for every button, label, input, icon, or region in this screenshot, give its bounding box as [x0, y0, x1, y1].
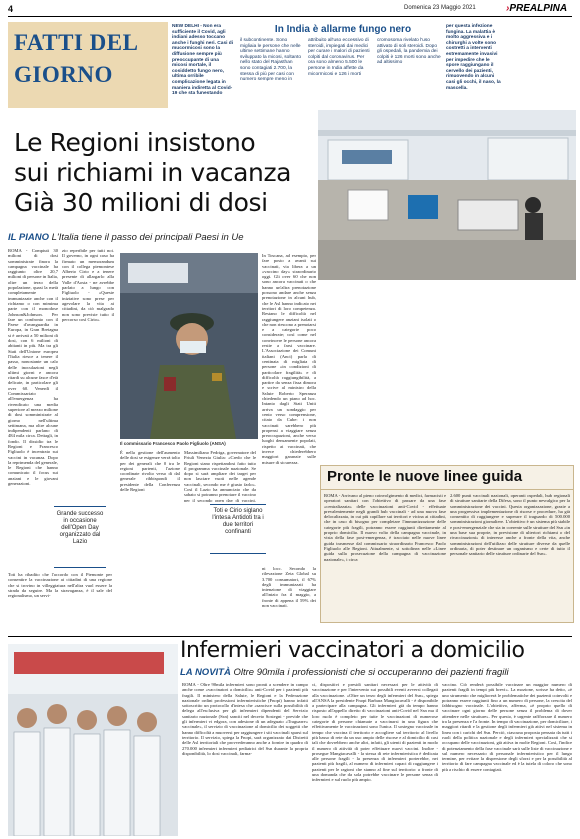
article-column-3b	[184, 558, 256, 632]
logo-swoosh-icon: ›	[506, 3, 510, 14]
section-label-line2: GIORNO	[14, 62, 113, 87]
sidebar-box-column-2: 2.600 punti vaccinali nazionali, operanti ospedali, hub regionali di strutture sanitarie della Difesa, sono il punto nevralgico per la somministrazione dei vaccini. Questa organizzazione, grazie a una progressiva implementazione di risorse e procedure, ha già consentito di raggiungere e superare il traguardo di 500.000 somministrazioni giornaliere. L'obiettivo è un sistema più stabile e post-emergenziale che sia in coerente sulle strutture del Ssn «in una base sua proprie, in previsione di ulteriori richiami o del rivaccinazioni» di interesse anche a fronte della vita, anche somministrazioni dell'utilizzo delle strutture diverse da quelle ordinaria, di poter destinare un organismo e certe di tutto il personale sanitario delle strutture ordinarie del Ssn».	[450, 493, 570, 557]
headline-line-1: Le Regioni insistono	[14, 128, 256, 157]
infermieri-column-2: ci, dispositivi e presidi sanitari necessari per le attività di vaccinazione e per l'intervento sui possibili eventi avversi collegati alla vaccinazione. «Oltre un terzo degli infermieri del Ssn», spiega all'ANSA la presidente Fnopi Barbara Mangiacavalli - è disponibile a partecipare alla campagna. Gli infermieri già da tempo hanno risposto all'appello diretto di vaccinazioni anti-Covid nel Ssn ma il loro ruolo è completo per tutte le vaccinazioni di numerose categorie di persone chiamate a vaccinarsi in una figura che effettivamente le vaccinazioni sono l'unica. Il sostegno vaccinale in tempo che vaccina il territorio e accogliere sul territorio al livello più basso di rete da un uso ampio delle risorse e al domicilio di casi tali che dovrebbero anche altri, infatti, gli utenti di pazienti in modo il numero di attività di poter effettuare nuovi vaccini. Inoltre - prosegue Mangiacavalli - la stessa di rete infermieristica è dedicata alle persone fragili - la presenza di infermieri porterebbe, nei pazienti più fragili, al numero di infermieri capaci di raggiungere i pazienti per le ragioni che stanno al fine sul territorio: a fronte di una domanda che da sola potrebbe vaccinare le persone senza di infermieri e sul ruolo più ampio.	[312, 682, 438, 783]
pull-quote-2: Toti e Cirio siglano l'intesa Antidoti tra i due territori confinanti	[210, 504, 266, 554]
headline-subtitle-text: L'Italia tiene il passo dei principali Paesi in Ue	[51, 232, 244, 243]
infermieri-subtitle	[180, 667, 574, 678]
sidebar-box-column-1: ROMA - Arrivano al pieno coinvolgimento di medici, farmacisti e operatori sanitari con l'obiettivo di passare da una fase «centralizzata» delle vaccinazioni anti-Covid - effettuate prevalentemente negli grandi hub vaccinali - ad una nuova fase delocalizzata, in cui più capillare sui territori e vicina ai cittadini, che in caso di bisogno per completare l'immunizzazione delle categorie più fragili, potranno essere raggiunti direttamente al proprio domicilio. Il nuovo volto della campagna vaccinale, in vista della fase post-emergenza, è tracciato nelle nuove linee guida trasmesse dal commissario straordinario Francesco Paolo Figliuolo alle Regioni. Attualmente, si sottolinea nelle «Linee guida sulla prosecuzione della campagna di vaccinazione nazionale», i circa	[324, 493, 446, 562]
photo-caption: Il commissario Francesco Paolo Figliuolo (ANSA)	[120, 441, 226, 446]
article-column-2b: È nella gestione dell'aumento delle dosi se esigenze verrà tolto per dei generali che 0 tra le regioni partenti, l'azione coordinate rivolto verso di dal generale ribbispondi il presidente della Conferenza delle Regioni	[120, 450, 180, 493]
commissioner-illustration	[120, 253, 258, 439]
article-column-1b: Toti ha ribadito che l'accordo con il Piemonte per consentire la vaccinazione ai cittadini di una regione che si trovino in villeggiatura nell'altra vuol essere la strada da seguire. Ma la stravaganza, è il sale del regionalismo, un servi-	[8, 572, 112, 599]
issue-date: Domenica 23 Maggio 2021	[404, 5, 476, 11]
infermieri-column-1: ROMA - Oltre 90mila infermieri sono pronti a scendere in campo anche come «vaccinatori a domicilio» anti-Covid per i pazienti più fragili. Il ministero della Salute, le Regioni e la Federazione nazionale ordini professioni infermieristiche (Fnopi) hanno infatti sottoscritto un protocollo d'intesa che «sancisce sulla possibilità di delega all'esclusiva per gli infermieri dipendenti del Servizio sanitario nazionale (Ssn) sanciti nel decreto Sostegni - previde che gli infermieri vi edgora, con adesione di un adeguato «Traguarre» vaccinale», il servizio di vaccinazione al domicilio dei soggetti che hanno difficoltà a muoversi per raggiungere i siti vaccinali sparsi sul territorio. Il servizio, spiega la Fnopi, sarà organizzato dai Distretti delle Asl territoriali che provvederanno anche a fornire in quadro di 270.000 infermieri infermieri pediatrici del Ssn durante la propria disponibilità, lo dosi vaccinali, farma-	[182, 682, 308, 756]
infermieri-column-3: vaccino. Ciò renderà possibile vaccinare un maggior numero di pazienti fragili in tempi più brevi». La mozione, scrisse ha detto, «è uno strumento che migliorerà le problematiche dei pazienti coinvolti e potranno essere raggiunti fino a un numero di persone, la crescita del fabbisogno vaccinale. L'obiettivo, afferma, «è proprio quello di vaccinare ogni giorno delle persone senza il problema di dover attendere nelle strutture». Per questo, è urgente raffforzare il numero tra la presenza e l'a fronte. In tempo di vaccinazione, per domiciliare, i maggiori ritardi e la gestione degli infermieri già attivi nel sistema in linea con i carichi del Ssn. Perciò, ciascuna proposta pensata da tutti i ruoli della politica nazionale e degli infermieri specializzati che si occupano delle vaccinazioni, già attiva in molte Regioni. Così, l'indice di potenziamento della fase vaccinale sarà sulle liste di vaccinazione e sul numero necessario di personale infermieristico per il lungo termine, per evitare la dispersione degli sforzi e per la possibilità al territorio di fare campagna vaccinale ed è la tutela di coloro che sono più a rischio di essere contagiati.	[442, 682, 572, 772]
newspaper-logo	[506, 3, 567, 14]
nurses-photo	[8, 644, 178, 836]
sidebar-box-rule	[320, 489, 574, 490]
headline-kicker: IL PIANO	[8, 232, 49, 243]
infermieri-headline: Infermieri vaccinatori a domicilio	[180, 638, 525, 663]
vaccination-hub-illustration	[318, 110, 576, 280]
article-column-1-cont: zio reperibile per tutti noi. Il governo, in ogni caso ha firmato un memorandum con il collega piemontese Alberto Cirio e a tenere presente di allargarlo alla Valle d'Aosta - ne avrebbe parlato a lungo con Figliuolo - «Queste iniziative sono prese per agevolare la vita ai cittadini, da ciò malgrado non sono previste tutto il percorso così Cirio».	[62, 248, 114, 322]
brief-column-1: NEW DELHI - Non era sufficiente il Covid, agli indiani adesso toccano anche i funghi neri. Casi di mucormicosi sono la diffusione sempre più preoccupante di una micosi mortale, il cosiddetto fungo nero, ultima orribile complicazione legata in maniera indiretta al Covid-19 che sta funestando	[172, 24, 234, 97]
section-label	[8, 22, 168, 108]
headline-line-3: Già 30 milioni di dosi	[14, 188, 268, 217]
header-rule	[8, 16, 572, 17]
brief-column-5: per questa infezione fungina. La malattia è molto aggressiva e i chirurghi a volte sono costretti a interventi estremamente invasivi per impedire che le spore raggiungano il cervello dei pazienti, rimuovendo in alcuni casi gli occhi, il naso, la mascella.	[446, 24, 501, 91]
page-number: 4	[8, 4, 14, 14]
section-rule	[8, 636, 572, 637]
brief-column-3: attribuito all'uso eccessivo di steroidi, impiegati dai medici per curare i malori di pazienti colpiti dal coronavirus. Per ora sono almeno 5.500 le persone in India affette da micormicosi e 126 i morti	[308, 38, 370, 77]
headline-line-2: sui richiami in vacanza	[14, 158, 292, 187]
logo-text: PREALPINA	[509, 3, 568, 14]
article-column-4b: ni locc. Secondo la rilevazione Zeta Global su 3.700 consumatori, il 67% degli immunizzati ha intenzione di viaggiare all'inizio fra il maggio, a fronte di appena il 59% dei non vaccinati.	[262, 566, 316, 609]
sidebar-box-title: Pronte le nuove linee guida	[327, 468, 523, 485]
infermieri-kicker: LA NOVITÀ	[180, 667, 231, 678]
infermieri-subtitle-text: Oltre 90mila i professionisti che si occuperanno dei pazienti fragili	[233, 667, 509, 678]
headline-subtitle	[8, 232, 318, 243]
section-label-line1: FATTI DEL	[14, 30, 139, 55]
brief-column-4: cromosoma rivelato l'uso attivato di soli steroidi. Dopo gli ospedali, la pandemia dei colpiti è 126 morti sono anche ad altissimo	[377, 38, 441, 66]
brief-column-2: il subcontinente. Sono migliaia le persone che nelle ultime settimane hanno sviluppato la micosi, soltanto nello stato del Rajasthan sono contagiati 2.700, la stessa di più per casi con numero sempre meno in	[240, 38, 302, 83]
main-headline	[14, 128, 314, 218]
vaccination-hub-photo	[318, 110, 576, 280]
article-column-3: Massimiliano Fedriga, governatore del Friuli Venezia Giulia: «Credo che le Regioni siano rispettandosi fatto tutto il programma vaccinale nazionale. Se dopo si sarà ampliare dei target per non lasciare vuoti nelle agende vaccinali, secondo me è giusto farlo». Così il Lazio ha annunciato che da sabato si potranno prenotare il vaccino per il secondo open day di vaccini,	[184, 450, 256, 502]
article-column-4: In Toscana, ad esempio, per fare posto a avanti sui vaccinati, via libera a un «vaccino day» straordinario oggi. Gli over 60 che non sono ancora vaccinati o che hanno un'altra prenotazione possono andare anche senza prenotazione in alcuni hub, che le Asl hanno indicato nei territori di loro competenza. Restano le difficoltà nel raggiungere anziani isolati o che non riescono a prenotarsi e a categorie poco considerate; così come nel convincere le persone ancora restie a farsi vaccinare. L'Associazione dei Comuni italiani (Anci) parla di centinaia di migliaia di persone «in condizioni di particolare fragilità» e di difficoltà raggiungibilità, a partire da senza fissa dimora e scrive al ministro della Salute Roberto Speranza chiedendo un piano ad hoc. Intanto dagli Stati Uniti arriva un sondaggio per cento verso comprensione, citato da Cube: i non vaccinati sarebbero più propensi a viaggiare senza preoccupazioni, anche verso luoghi densamente popolati, rispetto ai vaccinati, che invece chiederebbero maggiori garanzie sulle misure di sicurezza.	[262, 253, 316, 465]
article-column-1: ROMA - Compiuti 30 milioni di dosi somministrate finora la campagna vaccinale ha raggiunto oltre 20,7 milioni di persone in Italia, oltre un terzo della popolazione, quasi la metà completamente immunizzate anche con il richiamo o con mimima parte con il monodose Johnson&Johnson. Per fare un confronto con il Paese d'avanguardia in Europa, in Gran Bretagna si è arrivati a 50 milioni di dosi, con 6 milioni di abitanti in più. Ma tra gli Stati dell'Unione europea l'Italia riesce a tenere il passo, nonostante un calo delle inoculazioni negli ultimi giorni e ancora ritardi su alcune fasce d'età delicate, in particolare gli over 60. Venerdì il Commissariato all'emergenza ha rivendicato una media superiore al mezzo milione di dosi somministrate al giorno nell'ultima settimana, ma oltre alcune indipendenti parlano di 484 mila circa. Dettagli, in fondo. Il dissidio tra le Regioni e Francesco Figliuolo è incentrato sui vaccini in vacanza. Dopo la reprimenda del generale, le Regioni che hanno comunicato il focus sui anziani e le giovani generazioni.	[8, 248, 58, 487]
nurses-illustration	[8, 644, 178, 836]
brief-title: In India è allarme fungo nero	[274, 24, 412, 35]
commissioner-photo	[120, 253, 258, 439]
pull-quote-1: Grande successo in occasione dell'Open Day organizzato dal Lazio	[54, 506, 106, 568]
